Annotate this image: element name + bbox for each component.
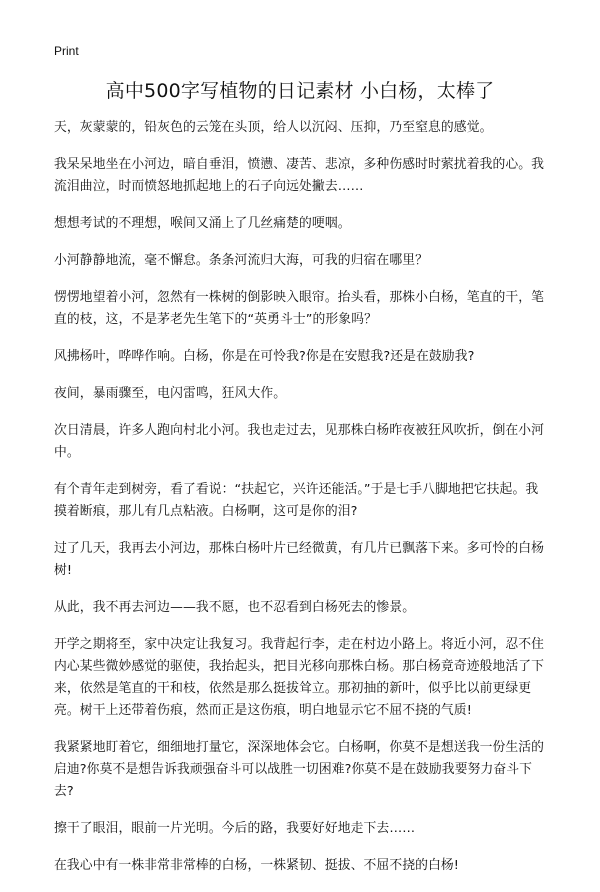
paragraph: 有个青年走到树旁，看了看说：“扶起它，兴许还能活。”于是七手八脚地把它扶起。我摸着断痕，那儿有几点粘液。白杨啊，这可是你的泪?: [54, 482, 539, 519]
article-title: 高中500字写植物的日记素材 小白杨，太棒了: [105, 80, 495, 102]
paragraph: 夜间，暴雨骤至，电闪雷鸣，狂风大作。: [54, 386, 287, 401]
paragraph: 风拂杨叶，哗哗作响。白杨，你是在可怜我?你是在安慰我?还是在鼓励我?: [54, 349, 475, 364]
paragraph: 天，灰蒙蒙的，铅灰色的云笼在头顶，给人以沉闷、压抑，乃至窒息的感觉。: [54, 120, 493, 135]
paragraph: 擦干了眼泪，眼前一片光明。今后的路，我要好好地走下去……: [54, 821, 416, 836]
paragraph: 在我心中有一株非常非常棒的白杨，一株紧韧、挺拔、不屈不挠的白杨!: [54, 858, 460, 873]
paragraph: 次日清晨，许多人跑向村北小河。我也走过去，见那株白杨昨夜被狂风吹折，倒在小河中。: [54, 423, 545, 460]
paragraph: 想想考试的不理想，喉间又涌上了几丝痛楚的哽咽。: [54, 216, 351, 231]
article-body: [54, 117, 548, 892]
paragraph: 从此，我不再去河边——我不愿，也不忍看到白杨死去的惨景。: [54, 600, 416, 615]
print-link[interactable]: Print: [54, 44, 79, 58]
paragraph: 我呆呆地坐在小河边，暗自垂泪，愤懑、凄苦、悲凉，多种伤感时时萦扰着我的心。我流泪曲泣，时而愤怒地抓起地上的石子向远处撇去……: [54, 157, 545, 194]
paragraph: 过了几天，我再去小河边，那株白杨叶片已经微黄，有几片已飘落下来。多可怜的白杨树!: [54, 541, 545, 578]
paragraph: 开学之期将至，家中决定让我复习。我背起行李，走在村边小路上。将近小河，忍不住内心某些微妙感觉的驱使，我抬起头，把目光移向那株白杨。那白杨竟奇迹般地活了下来，依然是笔直的干和枝，依然是那么挺拔耸立。那初抽的新叶，似乎比以前更绿更亮。树干上还带着伤痕，然而正是这伤痕，明白地显示它不屈不挠的气质!: [54, 637, 545, 718]
paragraph: 我紧紧地盯着它，细细地打量它，深深地体会它。白杨啊，你莫不是想送我一份生活的启迪?你莫不是想告诉我顽强奋斗可以战胜一切困难?你莫不是在鼓励我要努力奋斗下去?: [54, 740, 545, 799]
paragraph: 愣愣地望着小河，忽然有一株树的倒影映入眼帘。抬头看，那株小白杨，笔直的干，笔直的枝，这，不是茅老先生笔下的“英勇斗士”的形象吗？: [54, 290, 545, 327]
paragraph: 小河静静地流，毫不懈怠。条条河流归大海，可我的归宿在哪里？: [54, 253, 429, 268]
